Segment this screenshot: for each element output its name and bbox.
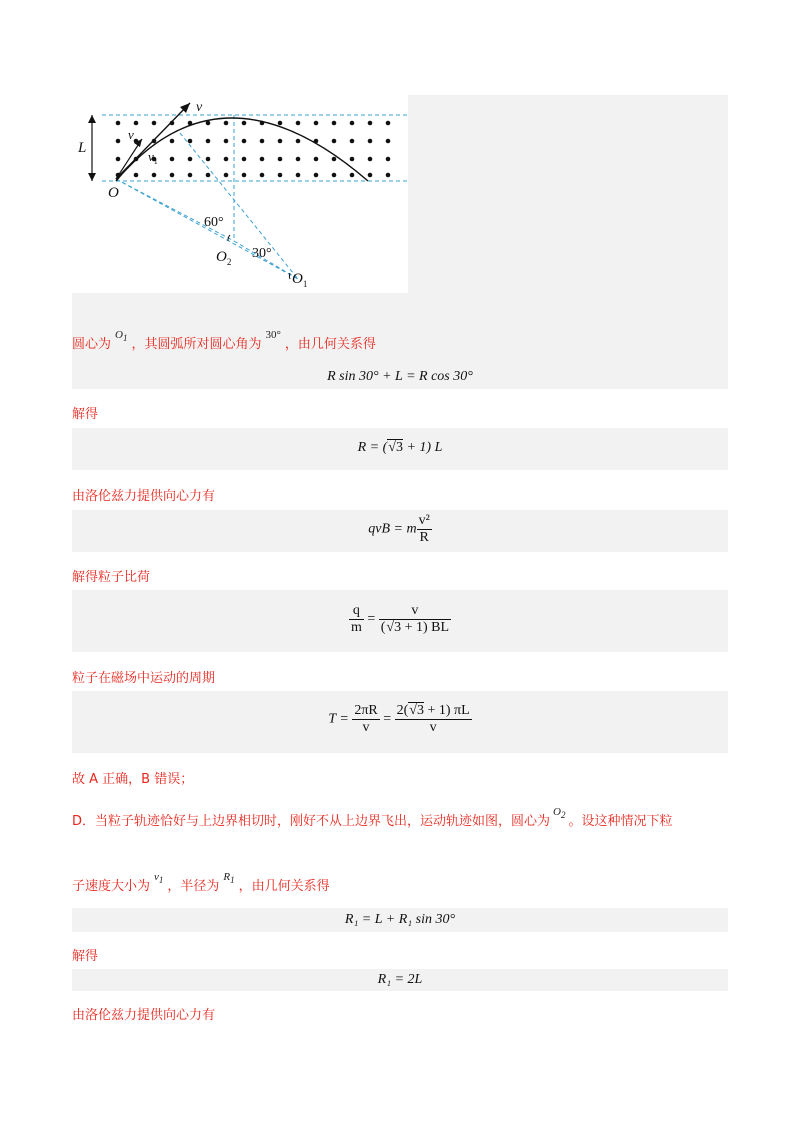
field-dot bbox=[242, 157, 247, 162]
equation-6: R₁ = L + R₁ sin 30° bbox=[344, 912, 456, 927]
field-dot bbox=[152, 121, 157, 126]
field-dot bbox=[350, 157, 355, 162]
field-dot bbox=[350, 173, 355, 178]
label-O: O bbox=[108, 185, 119, 201]
field-dot bbox=[368, 157, 373, 162]
symbol-v1: v1 bbox=[154, 871, 164, 886]
text-line-2: 解得 bbox=[72, 407, 99, 422]
field-dot bbox=[224, 121, 229, 126]
field-dot bbox=[296, 157, 301, 162]
field-dot bbox=[368, 121, 373, 126]
label-O1: $O_1$ bbox=[292, 271, 308, 289]
field-dot bbox=[242, 173, 247, 178]
field-dot bbox=[296, 173, 301, 178]
field-dot bbox=[278, 139, 283, 144]
field-dot bbox=[296, 139, 301, 144]
field-dot bbox=[152, 173, 157, 178]
field-dot bbox=[170, 173, 175, 178]
label-O2: $O_2$ bbox=[216, 249, 232, 267]
label-v: v bbox=[196, 100, 203, 115]
symbol-R1: R1 bbox=[223, 871, 235, 886]
equation-1: R sin 30° + L = R cos 30° bbox=[327, 369, 473, 384]
field-dot bbox=[332, 173, 337, 178]
equation-2: R = (√3 + 1) L bbox=[357, 440, 443, 455]
field-dot bbox=[350, 139, 355, 144]
symbol-30deg: 30° bbox=[265, 329, 281, 341]
field-dot bbox=[224, 157, 229, 162]
field-dot bbox=[278, 121, 283, 126]
label-angle-30: 30° bbox=[252, 246, 272, 261]
field-dot bbox=[332, 121, 337, 126]
field-dot bbox=[386, 139, 391, 144]
field-dot bbox=[170, 139, 175, 144]
field-dot bbox=[116, 121, 121, 126]
field-dot bbox=[368, 139, 373, 144]
equation-5: T = $\frac{2\pi R}{v}$ = $\frac{2(√3 + 1) \pi L}{v}$ bbox=[328, 703, 470, 735]
equation-4: $\frac{q}{m}$ = $\frac{v}{(√3 + 1) BL}$ bbox=[350, 603, 450, 635]
field-dot bbox=[206, 173, 211, 178]
field-dot bbox=[116, 157, 121, 162]
field-dot bbox=[134, 121, 139, 126]
field-dot bbox=[206, 157, 211, 162]
field-dot bbox=[188, 139, 193, 144]
field-dot bbox=[386, 157, 391, 162]
field-dot bbox=[242, 121, 247, 126]
text-line-1: 圆心为$^{O_1}$ ，其圆弧所对圆心角为$^{30^\circ}$，由几何关系得 bbox=[72, 329, 376, 352]
field-dot bbox=[314, 121, 319, 126]
field-dot bbox=[170, 157, 175, 162]
physics-figure bbox=[72, 95, 408, 293]
label-v1: $v_1$ bbox=[148, 149, 158, 166]
field-dot bbox=[224, 139, 229, 144]
text-line-6: 故 A 正确，B 错误； bbox=[72, 772, 194, 787]
field-dot bbox=[314, 173, 319, 178]
field-dot bbox=[260, 157, 265, 162]
equation-3: qvB = m $\frac{\text{v²}}{R}$ bbox=[368, 513, 430, 545]
field-dot bbox=[188, 157, 193, 162]
field-dot bbox=[386, 121, 391, 126]
field-dot bbox=[368, 173, 373, 178]
field-dot bbox=[278, 173, 283, 178]
field-dot bbox=[278, 157, 283, 162]
field-dot bbox=[188, 173, 193, 178]
field-dot bbox=[260, 139, 265, 144]
label-v-small: v bbox=[128, 127, 134, 142]
text-line-8: 子速度大小为$^{v_1}$ ，半径为$^{R_1}$ ，由几何关系得 bbox=[72, 871, 330, 894]
symbol-O1: O1 bbox=[115, 329, 128, 344]
field-dot bbox=[260, 173, 265, 178]
field-dot bbox=[350, 121, 355, 126]
field-dot bbox=[314, 157, 319, 162]
field-dot bbox=[242, 139, 247, 144]
text-line-7: D．当粒子轨迹恰好与上边界相切时，刚好不从上边界飞出，运动轨迹如图，圆心为$^{O_2}$ 。设这种情况下粒 bbox=[72, 806, 673, 829]
field-dot bbox=[296, 121, 301, 126]
equation-7: R₁ = 2L bbox=[377, 972, 423, 987]
label-angle-60: 60° bbox=[204, 215, 224, 230]
field-dot bbox=[386, 173, 391, 178]
text-line-9: 解得 bbox=[72, 949, 99, 964]
field-dot bbox=[206, 139, 211, 144]
text-line-3: 由洛伦兹力提供向心力有 bbox=[72, 489, 216, 504]
text-line-10: 由洛伦兹力提供向心力有 bbox=[72, 1008, 216, 1023]
field-dot bbox=[134, 173, 139, 178]
text-line-5: 粒子在磁场中运动的周期 bbox=[72, 671, 216, 686]
text-line-4: 解得粒子比荷 bbox=[72, 570, 151, 585]
field-dot bbox=[224, 173, 229, 178]
field-dot bbox=[332, 157, 337, 162]
label-L: L bbox=[78, 140, 87, 156]
field-dot bbox=[332, 139, 337, 144]
symbol-O2: O2 bbox=[553, 806, 566, 821]
field-dot bbox=[116, 139, 121, 144]
